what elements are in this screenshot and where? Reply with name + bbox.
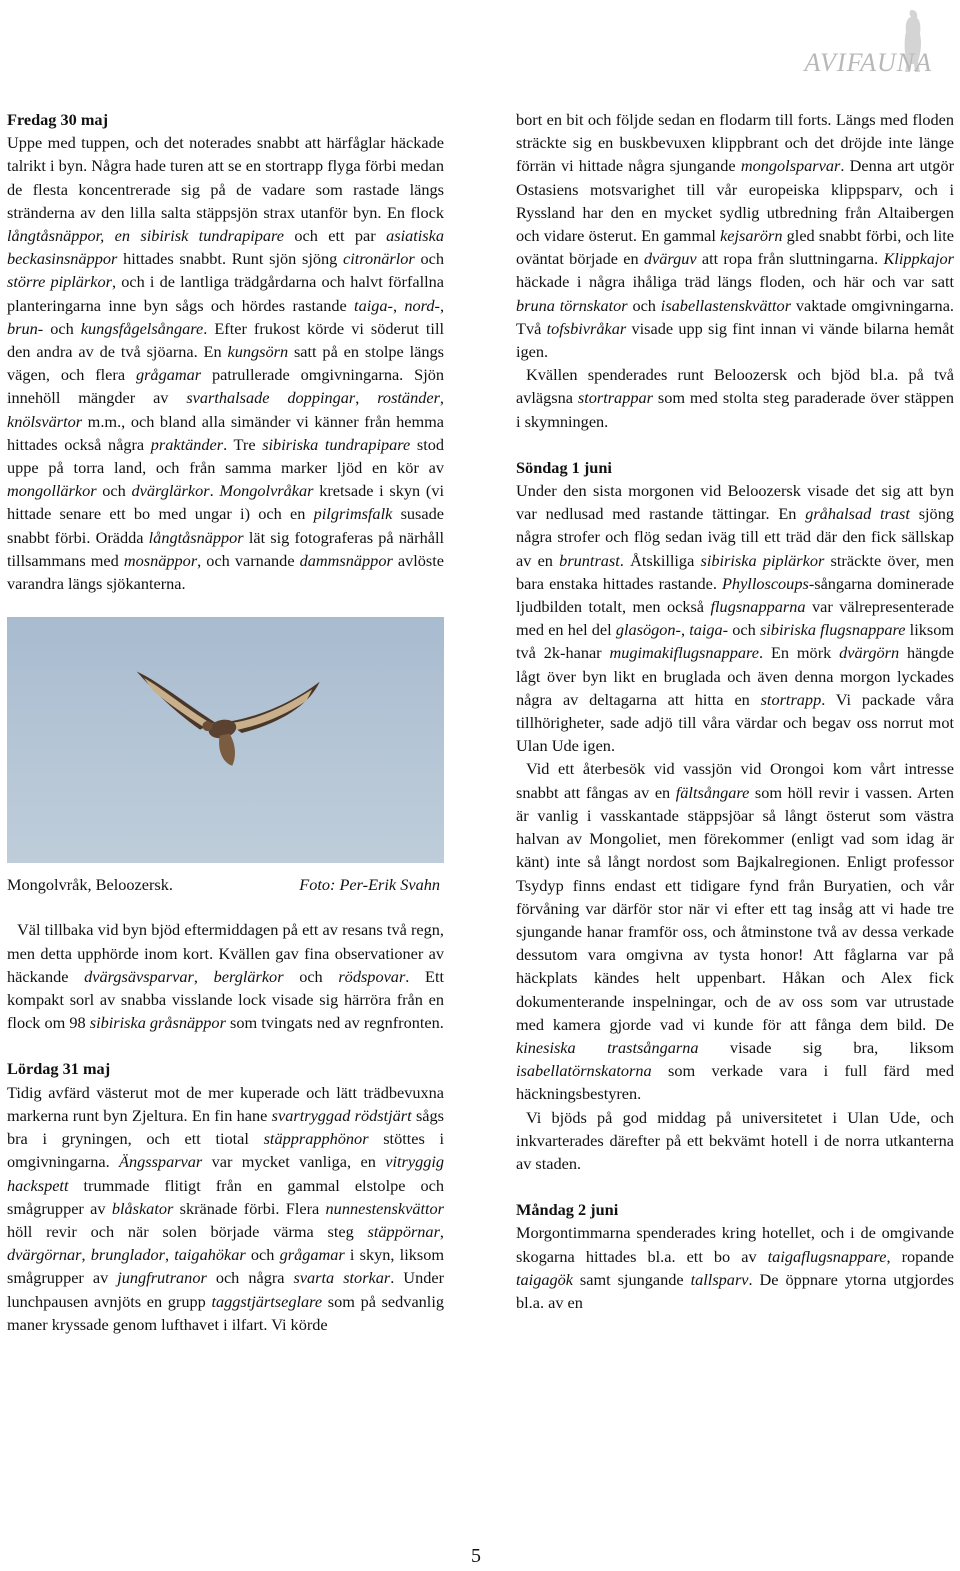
text-run: hängde lågt över byn likt en bruglada och även denna morgon lyckades några av deltagarna att hitta en [516,643,954,709]
text-run: stod uppe på torra land, och från samma marker ljöd en kör av [7,434,445,478]
species-name: dvärgörnar [7,1245,82,1265]
species-name: långtåsnäppor [148,527,244,547]
text-run: Vid ett återbesök vid vassjön vid Orongoi kom vårt intresse snabbt att fångas av en [516,759,954,802]
text-run: , [439,295,445,315]
species-name: mongolsparvar [740,156,841,176]
text-run: . Under lunchpausen avnjöts en grupp [7,1268,444,1311]
species-name: Klippkajor [883,249,954,269]
heading-fredag: Fredag 30 maj [7,110,108,129]
text-run: och några [206,1268,294,1288]
text-run: , ropande [886,1246,955,1266]
species-name: dvärglärkor [131,481,210,501]
species-name: taigagök [516,1269,573,1289]
species-name: mongollärkor [7,481,97,501]
species-name: flugsnapparna [710,597,806,617]
page-number: 5 [471,1545,481,1567]
species-name: pilgrimsfalk [313,504,393,524]
right-column [516,108,954,1314]
species-name: berglärkor [213,966,284,986]
species-name: taigaflugsnappare [767,1246,887,1266]
species-name: brunglador [90,1245,165,1265]
text-run: Uppe med tuppen, och det noterades snabbt att härfåglar häckade talrikt i byn. Några hade turen att se en stortrapp flyga förbi medan de flesta koncentrerade sig på de vadare som rastade längs stränderna av den lilla salta stäppsjön strax utanför byn. En flock [7,133,444,222]
logo-text: AVIFAUNA [804,48,932,77]
text-run: . Denna art utgör Ostasiens motsvarighet till vår europeiska klippsparv, och i Ryssland har den en mycket sydlig utbredning från Altaibergen och vidare österut. En gammal [516,156,955,246]
text-run: var mycket vanliga, en [202,1152,386,1172]
text-run: kretsade i skyn (vi hittade senare ett bo med ungar i) och en [7,481,445,524]
paragraph [7,1081,444,1336]
text-run: , [392,295,405,315]
species-name: Phylloscoups [721,573,809,593]
species-name: mosnäppor [123,550,198,570]
text-run: , [439,388,444,408]
species-name: isabellatörnskatorna [516,1061,652,1081]
photo-credit: Foto: Per-Erik Svahn [299,875,440,895]
paragraph [516,363,954,433]
heading-mandag: Måndag 2 juni [516,1200,619,1220]
paragraph [7,918,444,1034]
text-run: häckade i några ihåliga träd längs floden, och här och var satt [516,272,954,292]
species-name: kungsörn [227,342,289,362]
text-run: att ropa från sluttningarna. [696,249,884,269]
species-name: dvärgsävsparvar [84,966,194,986]
paragraph [516,108,954,363]
text-run: . [209,481,220,501]
text-run: höll revir och när solen började värma steg [7,1221,368,1241]
text-run: som på sedvanlig maner kryssade genom lufthavet i ilfart. Vi körde [7,1291,444,1334]
species-name: Mongolvråkar [219,481,314,501]
species-name: dvärguv [643,249,697,269]
caption-text: Mongolvråk, Beloozersk. [7,875,173,895]
species-name: citronärlor [343,249,415,269]
text-run: , [680,620,690,640]
species-name: mugimakiflugsnappare [609,643,760,663]
species-name: svarta storkar [293,1268,391,1288]
text-run: . En mörk [759,643,840,663]
text-run: och [627,295,661,315]
species-name: vitryggig hackspett [7,1152,445,1195]
species-name: praktänder [150,434,224,454]
paragraph [516,1221,954,1314]
text-run: Kvällen spenderades runt Beloozersk och bjöd bl.a. på två avlägsna [516,365,954,408]
species-name: asiatiska beckasinsnäppor [7,226,444,269]
text-run: , [439,1221,444,1241]
paragraph [7,131,444,595]
text-run: , [81,1245,91,1265]
heading-sondag: Söndag 1 juni [516,457,612,477]
species-name: brun- [7,318,44,338]
species-name: tallsparv [690,1269,749,1289]
photo-mongolvrak [7,617,444,863]
species-name: sibiriska piplärkor [700,550,825,570]
text-run: i skyn, liksom smågrupper av [7,1245,445,1288]
text-run: Morgontimmarna spenderades kring hotellet, och i de omgivande skogarna hittades bl.a. ett bo av [516,1223,954,1266]
text-run: . Tre [223,434,263,454]
species-name: jungfrutranor [117,1268,207,1288]
text-run: . Ett kompakt sorl av snabba visslande lock visade sig härröra från en flock om 98 [7,966,445,1033]
text-run: Väl tillbaka vid byn bjöd eftermiddagen på ett av resans två regn, men detta upphörde inom kort. Kvällen gav fina observationer av häckande [7,920,444,986]
species-name: stortrappar [577,388,653,408]
text-run: som höll revir i vassen. Arten är vanlig i vasskantade stäppsjöar så långt österut som västra halvan av Mongoliet, men förekommer (enligt vad som idag är känt) inte så långt nordost som Bajkalregionen. Enligt professor Tsydyp finns endast ett tidigare fynd från Buryatien, och vår förvåning var därför stor när vi efter ett tag insåg att vi hade tre sjungande hanar framför oss, och åtminstone två av dessa verkade dessutom vara omgivna av tysta honor! Att fåglarna var på häckplats kändes helt uppenbart. Håkan och Alex fick dokumenterande inspelningar, och de av oss som var utrustade med kamera gjorde vad vi kunde för att fånga dem bild. De [516,782,955,1034]
text-run: och [96,481,132,501]
buzzard-image [7,617,444,863]
species-name: stäppörnar [367,1221,440,1241]
species-name: taggstjärtseglare [211,1291,323,1311]
heading-lordag: Lördag 31 maj [7,1059,111,1079]
species-name: bruntrast [559,550,620,570]
text-run: Vi bjöds på god middag på universitetet i Ulan Ude, och inkvarterades därefter på ett bekvämt hotell i de norra utkanterna av staden. [516,1107,954,1173]
species-name: sibiriska tundrapipare [262,434,411,454]
species-name: gråhalsad trast [805,504,910,524]
text-run: sträckte över, men bara enstaka hittades rastande. [516,550,954,593]
left-column [7,108,444,1336]
text-run: liksom två 2k-hanar [516,620,955,663]
text-run: visade sig bra, liksom [698,1037,954,1057]
text-run: som med stolta steg paraderade över stäppen i skymningen. [516,388,954,431]
text-run: , [193,966,214,986]
text-run: trummade flitigt från en gammal elstolpe och smågrupper av [7,1175,444,1218]
species-name: grågamar [279,1245,345,1265]
text-run: och [283,966,339,986]
species-name: dvärgörn [839,643,900,663]
text-run: som tvingats ned av regnfronten. [225,1013,444,1033]
text-run: visade upp sig fint innan vi vände bilarna hemåt igen. [516,318,954,362]
species-name: blåskator [111,1198,174,1218]
species-name: tofsbivråkar [546,318,627,338]
text-run: och ett par [284,226,387,246]
text-run: , och i de lantliga trädgårdarna och halvt förfallna planteringarna inne byn sågs och hördes rastande [7,272,445,315]
species-name: rödspovar [338,966,406,986]
species-name: bruna törnskator [516,295,628,315]
species-name: stortrapp [760,689,822,709]
text-run: avlöste varandra längs sjökanterna. [7,550,445,594]
species-name: nunnestenskvättor [325,1198,444,1218]
species-name: taiga- [689,620,729,640]
text-run: -sångarna dominerade ljudbilden totalt, men också [516,573,954,617]
text-run: hittades snabbt. Runt sjön sjöng [117,249,343,269]
text-run: skränade förbi. Flera [173,1198,326,1218]
species-name: nord- [404,295,440,315]
species-name: fältsångare [675,782,750,802]
text-run: m.m., och bland alla simänder vi känner från hemma hittades också några [7,411,444,454]
species-name: svarthalsade doppingar [186,388,356,408]
species-name: isabellastenskvättor [660,295,792,315]
species-name: större piplärkor [7,272,112,292]
text-run: samt sjungande [572,1269,691,1289]
species-name: kinesiska trastsångarna [516,1037,699,1057]
text-run: och [245,1245,280,1265]
text-run: sågs bra i gryningen, och ett tiotal [7,1105,444,1149]
text-run: och [43,318,81,338]
species-name: kungsfågelsångare [80,318,204,338]
text-run: var välrepresenterade med en hel del [516,597,955,640]
text-run: och [414,249,444,269]
paragraph [516,479,954,757]
text-run: lät sig fotograferas på närhåll tillsammans med [7,527,444,570]
species-name: roständer [377,388,440,408]
species-name: stäpprapphönor [263,1129,369,1149]
species-name: sibiriska gråsnäppor [89,1013,226,1033]
text-run: . De öppnare ytorna utgjordes bl.a. av en [516,1269,954,1312]
species-name: knölsvärtor [7,411,83,431]
text-run: stöttes i omgivningarna. [7,1129,444,1172]
text-run: patrullerade omgivningarna. Sjön innehöll mängder av [7,365,445,408]
text-run: . Efter frukost körde vi söderut till den andra av de två sjöarna. En [7,318,444,362]
text-run: , [164,1245,175,1265]
text-run: gled snabbt förbi, och lite oväntat började en [516,226,954,269]
species-name: kejsarörn [720,226,783,246]
avifauna-logo [742,6,942,76]
species-name: taigahökar [174,1245,246,1265]
text-run: , [355,388,378,408]
photo-caption [7,873,444,896]
species-name: taiga- [354,295,393,315]
text-run: Under den sista morgonen vid Beloozersk visade det sig att byn var nedlusad med rastande tättingar. En [516,481,954,524]
text-run: . Vi packade våra tillhörigheter, sade adjö till våra värdar och begav oss norrut mot Ulan Ude igen. [516,689,954,756]
text-run: sjöng några strofer och flög sedan iväg till ett träd där den fick sällskap av en [516,504,954,570]
species-name: sibiriska flugsnappare [759,620,906,640]
species-name: Ängssparvar [119,1152,203,1172]
paragraph [516,757,954,1105]
text-run: bort en bit och följde sedan en flodarm till forts. Längs med floden sträckte sig en buskbevuxen klippbrant och det dröjde inte länge förrän vi hittade några sjungande [516,110,954,176]
species-name: glasögon- [615,620,681,640]
text-run: susade snabbt förbi. Orädda [7,504,444,547]
species-name: långtåsnäppor, en sibirisk tundrapipare [7,226,285,246]
text-run: satt på en stolpe längs vägen, och flera [7,342,444,385]
species-name: dammsnäppor [299,550,393,570]
species-name: grågamar [135,365,202,385]
text-run: och [728,620,760,640]
text-run: . Åtskilliga [619,550,701,570]
text-run: Tidig avfärd västerut mot de mer kuperade och lätt trädbevuxna markerna runt byn Zjeltura. En fin hane [7,1082,444,1125]
text-run: vaktade omgivningarna. Två [516,295,954,338]
text-run: , och varnande [197,550,300,570]
paragraph [516,1106,954,1176]
species-name: svartryggad rödstjärt [271,1105,412,1125]
text-run: som verkade vara i full färd med häckningsbestyren. [516,1061,954,1104]
